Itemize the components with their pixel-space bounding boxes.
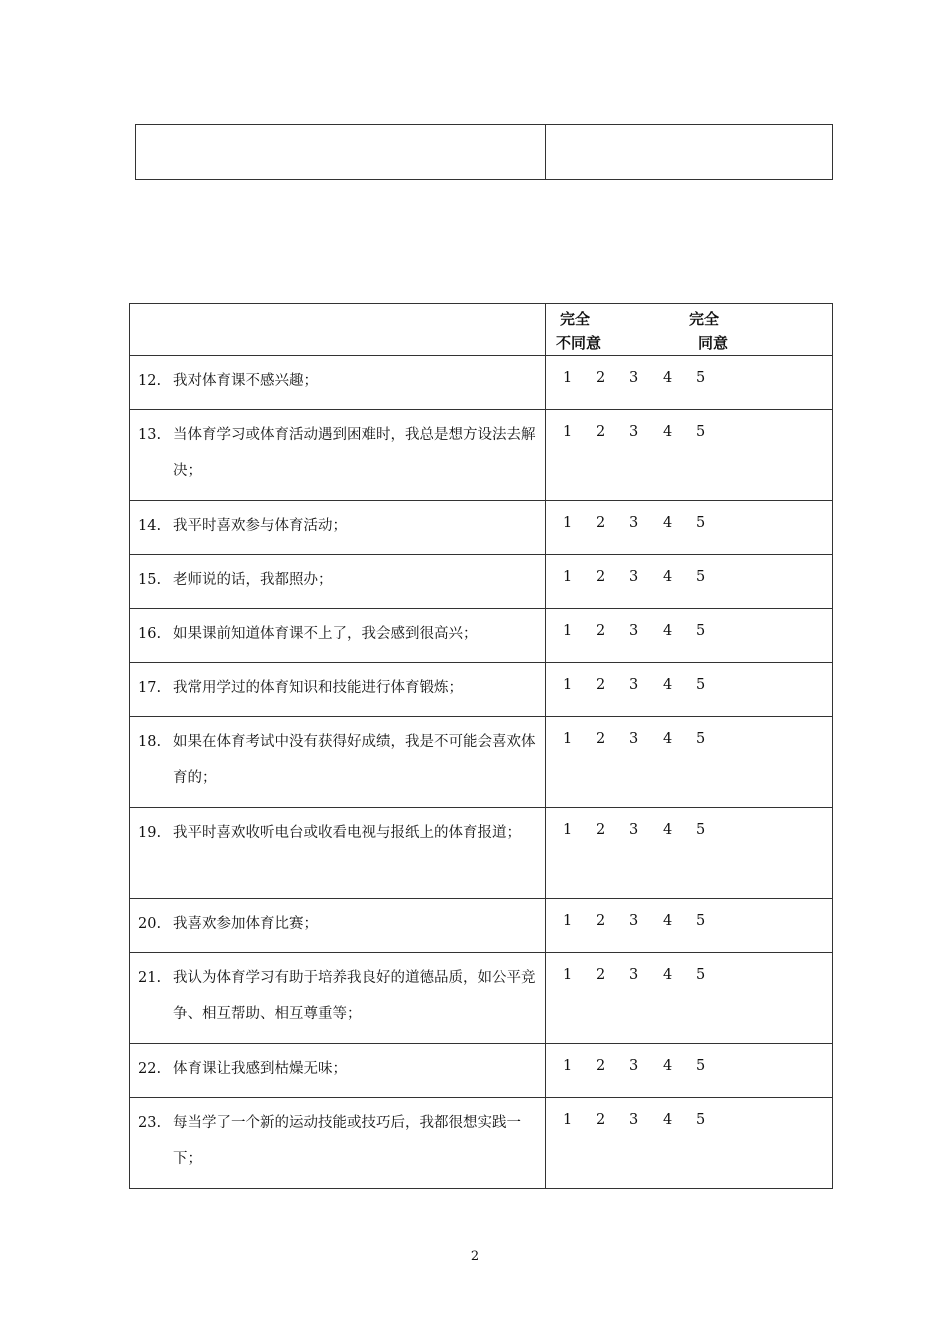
rating-option-4[interactable]: 4: [663, 677, 673, 693]
question-row: [130, 953, 833, 1044]
rating-options-cell: [546, 1044, 833, 1098]
rating-option-3[interactable]: 3: [629, 1112, 639, 1128]
rating-option-4[interactable]: 4: [663, 623, 673, 639]
rating-options-cell: [546, 356, 833, 410]
question-row: [130, 899, 833, 953]
rating-option-5[interactable]: 5: [696, 424, 706, 440]
rating-options-cell: [546, 899, 833, 953]
question-cell: [130, 410, 546, 501]
rating-options-cell: [546, 663, 833, 717]
rating-option-1[interactable]: 1: [563, 424, 573, 440]
rating-option-5[interactable]: 5: [696, 967, 706, 983]
question-text: 如果在体育考试中没有获得好成绩，我是不可能会喜欢体育的；: [173, 734, 536, 786]
question-text: 我认为体育学习有助于培养我良好的道德品质，如公平竞争、相互帮助、相互尊重等；: [173, 970, 536, 1022]
rating-option-2[interactable]: 2: [596, 731, 606, 747]
question-text: 我对体育课不感兴趣；: [173, 373, 318, 389]
rating-option-5[interactable]: 5: [696, 515, 706, 531]
scale-left-top-label: 完全: [560, 310, 591, 328]
rating-option-4[interactable]: 4: [663, 1058, 673, 1074]
rating-option-3[interactable]: 3: [629, 731, 639, 747]
question-number: 20.: [138, 916, 162, 932]
question-cell: [130, 953, 546, 1044]
rating-option-2[interactable]: 2: [596, 424, 606, 440]
rating-option-5[interactable]: 5: [696, 913, 706, 929]
question-text: 当体育学习或体育活动遇到困难时，我总是想方设法去解决；: [173, 427, 536, 479]
question-row: [130, 410, 833, 501]
rating-option-4[interactable]: 4: [663, 913, 673, 929]
rating-options-cell: [546, 953, 833, 1044]
rating-option-3[interactable]: 3: [629, 515, 639, 531]
rating-option-2[interactable]: 2: [596, 1058, 606, 1074]
rating-option-3[interactable]: 3: [629, 677, 639, 693]
question-text: 我喜欢参加体育比赛；: [173, 916, 318, 932]
question-number: 21.: [138, 970, 162, 986]
question-cell: [130, 717, 546, 808]
rating-option-1[interactable]: 1: [563, 731, 573, 747]
question-row: [130, 609, 833, 663]
rating-options-cell: [546, 1098, 833, 1189]
rating-option-3[interactable]: 3: [629, 822, 639, 838]
question-row: [130, 1044, 833, 1098]
rating-option-3[interactable]: 3: [629, 1058, 639, 1074]
header-blank-cell: [130, 304, 546, 356]
rating-option-1[interactable]: 1: [563, 1112, 573, 1128]
rating-option-2[interactable]: 2: [596, 623, 606, 639]
question-number: 18.: [138, 734, 162, 750]
scale-header-row: [130, 304, 833, 356]
top-table-right-cell: [546, 125, 833, 180]
rating-option-1[interactable]: 1: [563, 370, 573, 386]
rating-options-cell: [546, 410, 833, 501]
rating-option-5[interactable]: 5: [696, 822, 706, 838]
question-cell: [130, 663, 546, 717]
question-number: 23.: [138, 1115, 162, 1131]
rating-option-2[interactable]: 2: [596, 967, 606, 983]
rating-option-3[interactable]: 3: [629, 569, 639, 585]
page-number: 2: [470, 1249, 480, 1264]
rating-option-4[interactable]: 4: [663, 1112, 673, 1128]
rating-option-5[interactable]: 5: [696, 1112, 706, 1128]
rating-option-1[interactable]: 1: [563, 913, 573, 929]
survey-table: [129, 303, 833, 1189]
rating-option-4[interactable]: 4: [663, 822, 673, 838]
scale-right-bottom-label: 同意: [698, 334, 729, 352]
rating-option-4[interactable]: 4: [663, 370, 673, 386]
question-cell: [130, 1098, 546, 1189]
question-number: 17.: [138, 680, 162, 696]
question-row: [130, 663, 833, 717]
question-number: 14.: [138, 518, 162, 534]
rating-option-1[interactable]: 1: [563, 967, 573, 983]
rating-option-2[interactable]: 2: [596, 569, 606, 585]
question-text: 老师说的话，我都照办；: [173, 572, 333, 588]
rating-option-4[interactable]: 4: [663, 569, 673, 585]
rating-option-5[interactable]: 5: [696, 623, 706, 639]
rating-option-4[interactable]: 4: [663, 731, 673, 747]
question-row: [130, 501, 833, 555]
question-number: 19.: [138, 825, 162, 841]
rating-option-5[interactable]: 5: [696, 731, 706, 747]
question-number: 22.: [138, 1061, 162, 1077]
question-text: 体育课让我感到枯燥无味；: [173, 1061, 347, 1077]
scale-right-top-label: 完全: [689, 310, 720, 328]
question-text: 我平时喜欢收听电台或收看电视与报纸上的体育报道；: [173, 825, 521, 841]
rating-option-5[interactable]: 5: [696, 1058, 706, 1074]
rating-options-cell: [546, 501, 833, 555]
question-row: [130, 717, 833, 808]
question-row: [130, 555, 833, 609]
rating-option-1[interactable]: 1: [563, 822, 573, 838]
rating-option-4[interactable]: 4: [663, 424, 673, 440]
question-number: 12.: [138, 373, 162, 389]
question-cell: [130, 609, 546, 663]
question-row: [130, 808, 833, 899]
rating-option-5[interactable]: 5: [696, 370, 706, 386]
question-cell: [130, 356, 546, 410]
rating-option-5[interactable]: 5: [696, 569, 706, 585]
question-text: 如果课前知道体育课不上了，我会感到很高兴；: [173, 626, 478, 642]
rating-options-cell: [546, 717, 833, 808]
rating-option-3[interactable]: 3: [629, 370, 639, 386]
rating-option-2[interactable]: 2: [596, 677, 606, 693]
rating-option-1[interactable]: 1: [563, 623, 573, 639]
rating-option-3[interactable]: 3: [629, 623, 639, 639]
question-number: 15.: [138, 572, 162, 588]
rating-option-2[interactable]: 2: [596, 370, 606, 386]
rating-option-1[interactable]: 1: [563, 1058, 573, 1074]
rating-option-3[interactable]: 3: [629, 967, 639, 983]
rating-option-1[interactable]: 1: [563, 569, 573, 585]
question-text: 我平时喜欢参与体育活动；: [173, 518, 347, 534]
rating-option-2[interactable]: 2: [596, 515, 606, 531]
question-cell: [130, 501, 546, 555]
question-number: 16.: [138, 626, 162, 642]
rating-option-3[interactable]: 3: [629, 424, 639, 440]
rating-options-cell: [546, 808, 833, 899]
scale-left-bottom-label: 不同意: [556, 334, 602, 352]
rating-options-cell: [546, 609, 833, 663]
rating-option-2[interactable]: 2: [596, 822, 606, 838]
question-cell: [130, 555, 546, 609]
rating-options-cell: [546, 555, 833, 609]
question-text: 每当学了一个新的运动技能或技巧后，我都很想实践一下；: [173, 1115, 521, 1167]
question-cell: [130, 1044, 546, 1098]
rating-option-5[interactable]: 5: [696, 677, 706, 693]
rating-option-2[interactable]: 2: [596, 1112, 606, 1128]
question-cell: [130, 808, 546, 899]
top-table-fragment: [135, 124, 833, 180]
question-cell: [130, 899, 546, 953]
question-number: 13.: [138, 427, 162, 443]
question-row: [130, 1098, 833, 1189]
scale-header-cell: [546, 304, 833, 356]
rating-option-3[interactable]: 3: [629, 913, 639, 929]
rating-option-1[interactable]: 1: [563, 677, 573, 693]
question-text: 我常用学过的体育知识和技能进行体育锻炼；: [173, 680, 463, 696]
rating-option-2[interactable]: 2: [596, 913, 606, 929]
question-row: [130, 356, 833, 410]
top-table-left-cell: [136, 125, 546, 180]
rating-option-1[interactable]: 1: [563, 515, 573, 531]
rating-option-4[interactable]: 4: [663, 967, 673, 983]
rating-option-4[interactable]: 4: [663, 515, 673, 531]
